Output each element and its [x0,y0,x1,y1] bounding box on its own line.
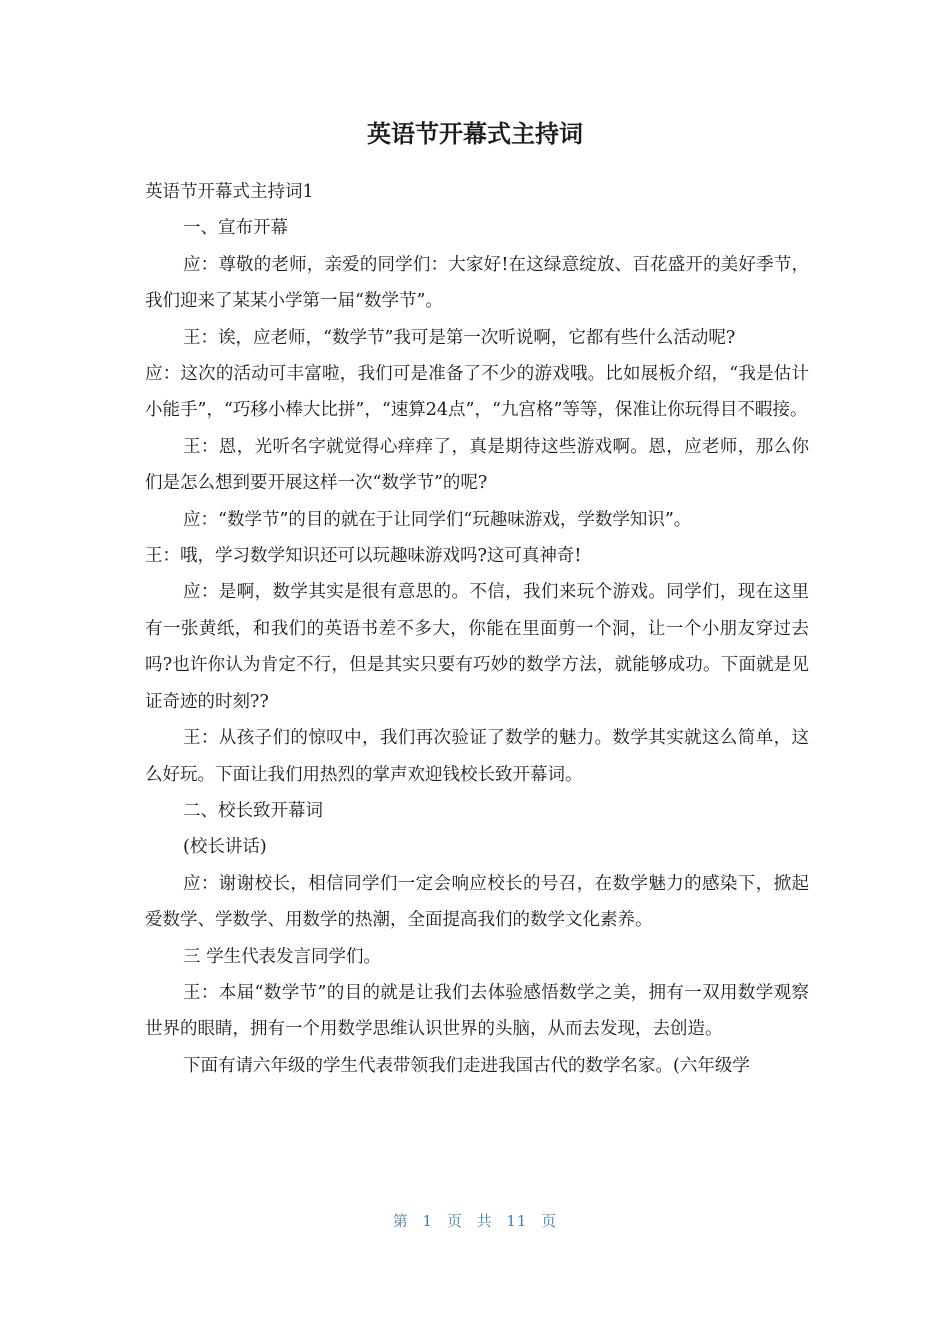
paragraph: 英语节开幕式主持词1 [145,182,314,202]
document-body [145,174,809,1084]
section-heading: 一、宣布开幕 [183,218,288,239]
paragraph: 下面有请六年级的学生代表带领我们走进我国古代的数学名家。(六年级学 [183,1055,750,1076]
paragraph: 王：从孩子们的惊叹中，我们再次验证了数学的魅力。数学其实就这么简单，这么好玩。下面让我们用热烈的掌声欢迎钱校长致开幕词。 [145,728,809,785]
page-number-footer: 第 1 页 共 11 页 [392,1212,558,1230]
paragraph: 王：本届“数学节”的目的就是让我们去体验感悟数学之美，拥有一双用数学观察世界的眼睛，拥有一个用数学思维认识世界的头脑，从而去发现，去创造。 [145,982,809,1040]
section-heading: 三 学生代表发言同学们。 [183,946,382,967]
section-heading: 二、校长致开幕词 [183,800,323,821]
paragraph: 应：是啊，数学其实是很有意思的。不信，我们来玩个游戏。同学们，现在这里有一张黄纸，和我们的英语书差不多大，你能在里面剪一个洞，让一个小朋友穿过去吗?也许你认为肯定不行，但是其实只要有巧妙的数学方法，就能够成功。下面就是见证奇迹的时刻?? [145,582,809,712]
document-title: 英语节开幕式主持词 [367,120,583,148]
paragraph: 应：这次的活动可丰富啦，我们可是准备了不少的游戏哦。比如展板介绍，“我是估计小能手”，“巧移小棒大比拼”，“速算24点”，“九宫格”等等，保准让你玩得目不暇接。 [145,364,809,421]
paragraph: 应：尊敬的老师，亲爱的同学们：大家好!在这绿意绽放、百花盛开的美好季节，我们迎来了某某小学第一届“数学节”。 [145,254,809,312]
paragraph: 应：“数学节”的目的就在于让同学们“玩趣味游戏，学数学知识”。 [183,509,692,530]
paragraph: 王：哦，学习数学知识还可以玩趣味游戏吗?这可真神奇! [145,546,582,567]
paragraph: 王：诶，应老师，“数学节”我可是第一次听说啊，它都有些什么活动呢? [183,327,736,348]
paragraph: 应：谢谢校长，相信同学们一定会响应校长的号召，在数学魅力的感染下，掀起爱数学、学数学、用数学的热潮，全面提高我们的数学文化素养。 [145,873,809,931]
paragraph: 王：恩，光听名字就觉得心痒痒了，真是期待这些游戏啊。恩，应老师，那么你们是怎么想到要开展这样一次“数学节”的呢? [145,436,809,494]
stage-note: (校长讲话) [183,837,267,858]
